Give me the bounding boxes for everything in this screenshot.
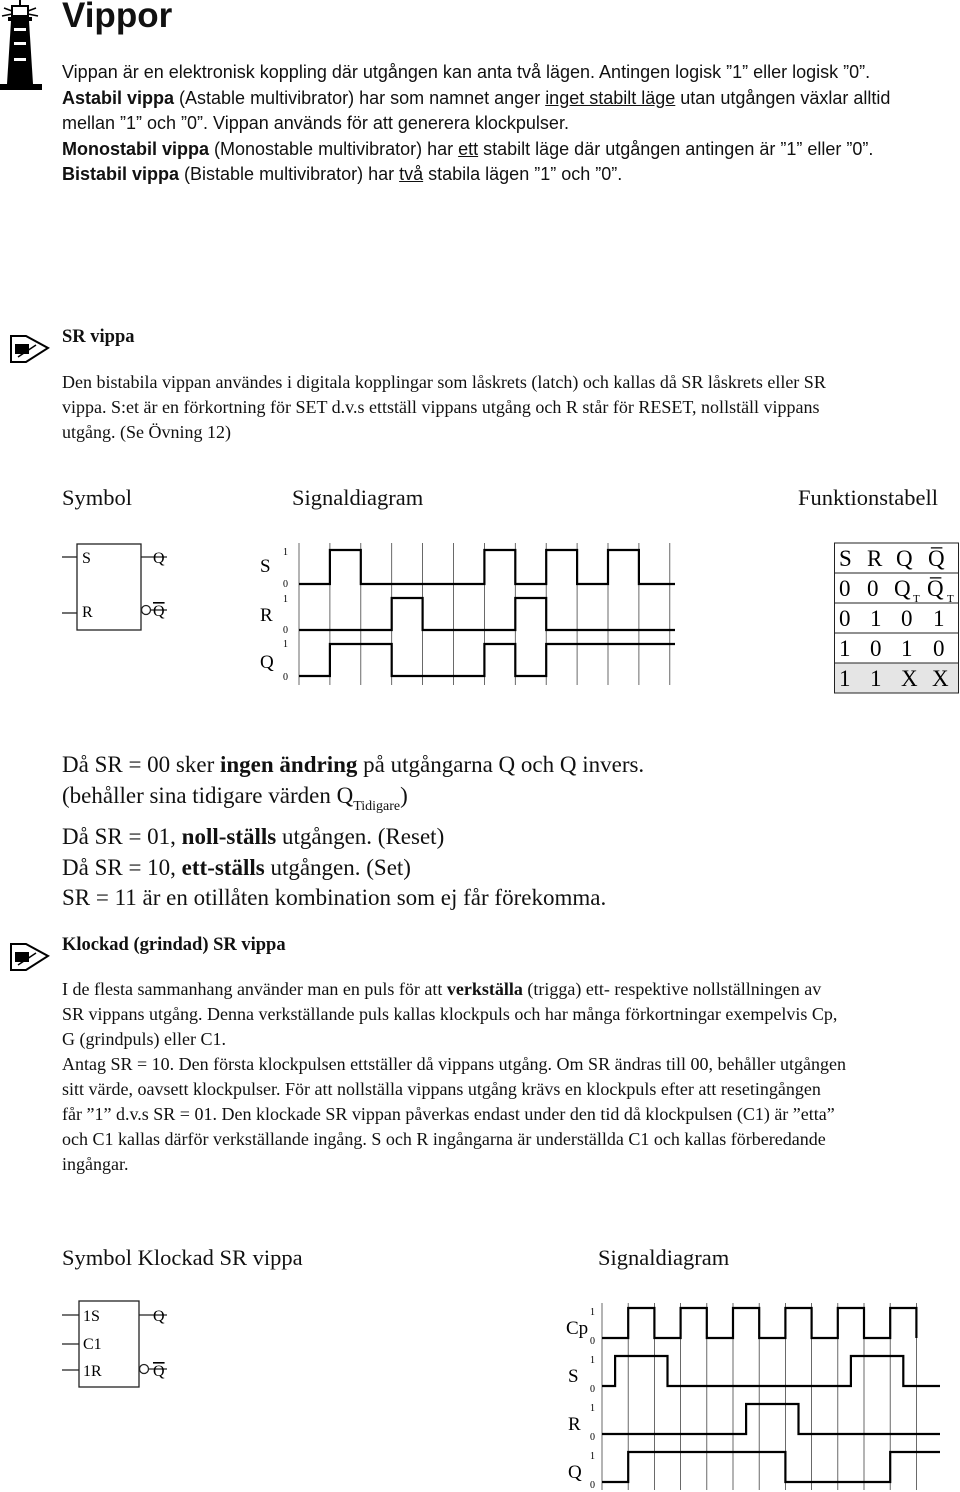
summary-text: på utgångarna Q och Q invers. <box>357 752 645 777</box>
astabil-underline: inget stabilt läge <box>545 87 676 108</box>
signal-level-0: 0 <box>283 625 288 636</box>
summary-text: utgången. (Set) <box>264 854 411 880</box>
summary-bold: ingen ändring <box>220 752 358 777</box>
astabil-desc: (Astable multivibrator) har som namnet anger <box>174 87 546 108</box>
signal-s-label: S <box>568 1366 579 1387</box>
intro-astabil-2: mellan ”1” och ”0”. Vippan används för att generera klockpulser. <box>62 113 569 133</box>
sr-symbol-header: Symbol <box>62 485 133 510</box>
astabil-desc-end: utan utgången växlar alltid <box>675 87 891 108</box>
table-header-s: S <box>839 546 852 571</box>
signal-cp-wave <box>602 1308 916 1338</box>
summary-line <box>62 853 942 884</box>
clocked-symbol-q-label: Q <box>153 1308 165 1325</box>
summary-line: SR = 11 är en otillåten kombination som ej får förekomma. <box>62 885 607 910</box>
sr-para-line: Den bistabila vippan användes i digitala kopplingar som låskrets (latch) och kallas då SR låskrets eller SR <box>62 372 826 392</box>
symbol-r-label: R <box>82 604 93 621</box>
table-cell: 0 <box>839 606 851 631</box>
summary-text: (behåller sina tidigare värden Q <box>62 782 354 808</box>
table-cell: 0 <box>870 636 882 661</box>
clocked-symbol-qbar-label: Q <box>153 1363 165 1380</box>
astabil-term: Astabil vippa <box>62 87 175 108</box>
function-table <box>834 540 960 695</box>
intro-bi <box>62 162 960 188</box>
summary-line <box>62 822 942 853</box>
sr-heading: SR vippa <box>62 327 135 347</box>
clocked-bold: verkställa <box>446 979 523 999</box>
intro-text <box>62 60 960 188</box>
summary-bold: noll-ställs <box>181 824 277 849</box>
table-cell: X <box>901 666 918 691</box>
table-cell: 1 <box>870 606 882 631</box>
signal-q-label: Q <box>260 652 274 673</box>
summary-text: Då SR = 00 sker <box>62 752 220 777</box>
summary-text: Då SR = 10, <box>62 854 182 880</box>
signal-q-label: Q <box>568 1462 582 1483</box>
sr-summary <box>62 750 942 914</box>
signal-r-wave <box>602 1404 940 1434</box>
signal-q-wave <box>602 1452 940 1482</box>
table-cell: 0 <box>839 576 851 601</box>
clocked-para-line: Antag SR = 10. Den första klockpulsen ettställer då vippans utgång. Om SR ändras till 00, behåller utgången <box>62 1054 847 1074</box>
clocked-signal-header: Signaldiagram <box>598 1245 730 1270</box>
clocked-sr-symbol <box>62 1298 192 1393</box>
table-cell: 1 <box>870 666 882 691</box>
sr-signal-diagram <box>255 540 685 690</box>
arrow-pointer-icon <box>10 333 50 365</box>
summary-text: utgången. (Reset) <box>276 824 445 849</box>
clocked-heading: Klockad (grindad) SR vippa <box>62 935 286 955</box>
bi-term: Bistabil vippa <box>62 164 180 184</box>
bi-desc: (Bistable multivibrator) har <box>179 164 400 184</box>
sr-table-header: Funktionstabell <box>798 485 938 510</box>
mono-underline: ett <box>458 138 479 159</box>
table-cell: 0 <box>901 606 913 631</box>
sr-paragraph <box>62 370 960 445</box>
arrow-pointer-icon <box>10 941 50 973</box>
clocked-paragraph <box>62 977 960 1177</box>
signal-level-0: 0 <box>283 579 288 590</box>
intro-line-1: Vippan är en elektronisk koppling där utgången kan anta två lägen. Antingen logisk ”1” eller logisk ”0”. <box>62 62 871 82</box>
sr-signal-header: Signaldiagram <box>292 485 424 510</box>
mono-term: Monostabil vippa <box>62 138 210 159</box>
sr-para-line: utgång. (Se Övning 12) <box>62 422 231 442</box>
table-cell: 1 <box>933 606 945 631</box>
table-subscript: T <box>947 593 954 605</box>
clocked-symbol-header: Symbol Klockad SR vippa <box>62 1245 303 1270</box>
table-cell: X <box>932 666 949 691</box>
clocked-signal-diagram <box>560 1300 960 1492</box>
signal-level-1: 1 <box>283 639 288 650</box>
table-cell: 1 <box>839 636 851 661</box>
summary-bold: ett-ställs <box>181 854 265 880</box>
bi-desc-end: stabila lägen ”1” och ”0”. <box>423 164 623 184</box>
clocked-para-line: får ”1” d.v.s SR = 01. Den klockade SR vippan påverkas endast under den tid då klockpulsen (C1) är ”etta” <box>62 1104 835 1124</box>
clocked-symbol-r-label: 1R <box>83 1363 102 1380</box>
symbol-qbar-label: Q <box>153 603 165 620</box>
bi-underline: två <box>399 164 424 184</box>
clocked-text: (trigga) ett- respektive nollställningen av <box>522 979 822 999</box>
sr-symbol <box>62 540 192 635</box>
table-cell: 1 <box>901 636 913 661</box>
symbol-s-label: S <box>82 550 91 567</box>
summary-subscript: Tidigare <box>353 798 401 814</box>
signal-level-1: 1 <box>590 1307 595 1318</box>
table-subscript: T <box>913 593 920 605</box>
signal-r-label: R <box>260 605 273 626</box>
signal-level-1: 1 <box>590 1403 595 1414</box>
signal-cp-label: Cp <box>566 1318 589 1339</box>
signal-level-1: 1 <box>283 547 288 558</box>
symbol-q-label: Q <box>153 550 165 567</box>
clocked-para-line <box>62 977 960 1002</box>
signal-level-0: 0 <box>590 1480 595 1491</box>
signal-level-1: 1 <box>283 594 288 605</box>
table-cell: Q <box>894 576 911 601</box>
lighthouse-icon <box>0 0 46 90</box>
signal-level-0: 0 <box>590 1432 595 1443</box>
summary-line <box>62 781 942 823</box>
signal-r-wave <box>299 598 675 630</box>
clocked-para-line: G (grindpuls) eller C1. <box>62 1029 226 1049</box>
intro-mono <box>62 137 960 163</box>
signal-level-1: 1 <box>590 1355 595 1366</box>
signal-q-wave <box>299 644 675 676</box>
table-cell: Q̅ <box>927 576 944 601</box>
clocked-para-line: sitt värde, oavsett klockpulser. För att nollställa vippans utgång krävs en klockpuls efter att resetingången <box>62 1079 821 1099</box>
page-title: Vippor <box>62 0 173 35</box>
summary-text: Då SR = 01, <box>62 824 182 849</box>
signal-s-wave <box>602 1356 940 1386</box>
table-cell: 0 <box>933 636 945 661</box>
mono-desc: (Monostable multivibrator) har <box>209 138 459 159</box>
table-cell: 0 <box>867 576 879 601</box>
table-header-q: Q <box>896 546 913 571</box>
signal-level-0: 0 <box>590 1336 595 1347</box>
clocked-para-line: och C1 kallas därför verkställande ingång. S och R ingångarna är underställda C1 och kallas förberedande <box>62 1129 826 1149</box>
clocked-para-line: SR vippans utgång. Denna verkställande puls kallas klockpuls och har många förkortningar exempelvis Cp, <box>62 1004 838 1024</box>
clocked-text: I de flesta sammanhang använder man en puls för att <box>62 979 447 999</box>
table-header-qbar: Q̅ <box>928 546 945 571</box>
signal-level-1: 1 <box>590 1451 595 1462</box>
summary-line <box>62 750 942 781</box>
clocked-symbol-s-label: 1S <box>83 1308 100 1325</box>
signal-level-0: 0 <box>590 1384 595 1395</box>
signal-r-label: R <box>568 1414 581 1435</box>
intro-astabil <box>62 86 960 112</box>
clocked-symbol-c-label: C1 <box>83 1336 102 1353</box>
signal-s-label: S <box>260 556 271 577</box>
table-header-r: R <box>867 546 883 571</box>
mono-desc-end: stabilt läge där utgången antingen är ”1” eller ”0”. <box>478 138 874 159</box>
signal-level-0: 0 <box>283 672 288 683</box>
sr-para-line: vippa. S:et är en förkortning för SET d.v.s ettställ vippans utgång och R står för RESET, nollställ vippans <box>62 397 820 417</box>
signal-s-wave <box>299 550 675 584</box>
summary-text: ) <box>400 782 408 808</box>
table-cell: 1 <box>839 666 851 691</box>
clocked-para-line: ingångar. <box>62 1154 129 1174</box>
